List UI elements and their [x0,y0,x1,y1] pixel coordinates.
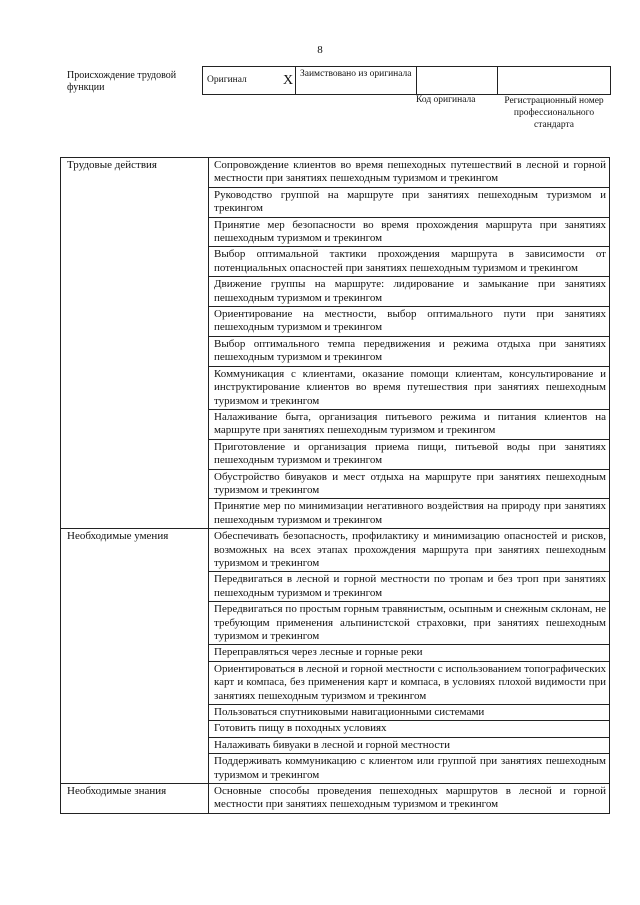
section-spacer [61,336,209,366]
section-item: Обеспечивать безопасность, профилактику и минимизацию опасностей и рисков, возможных на всех этапах прохождения маршрута при занятиях пешеходным туризмом и трекингом [209,529,610,572]
section-spacer [61,307,209,337]
table-row [61,499,610,529]
section-item: Руководство группой на маршруте при занятиях пешеходным туризмом и трекингом [209,187,610,217]
section-item: Готовить пищу в походных условиях [209,721,610,737]
section-item: Движение группы на маршруте: лидирование и замыкание при занятиях пешеходным туризмом и трекингом [209,277,610,307]
section-spacer [61,277,209,307]
origin-table [202,66,611,95]
section-item: Обустройство бивуаков и мест отдыха на маршруте при занятиях пешеходным туризмом и трекингом [209,469,610,499]
section-spacer [61,409,209,439]
table-row [61,439,610,469]
section-title: Необходимые умения [61,529,209,572]
section-spacer [61,366,209,409]
table-row [61,307,610,337]
section-item: Принятие мер безопасности во время прохождения маршрута при занятиях пешеходным туризмом и трекингом [209,217,610,247]
table-row [61,217,610,247]
table-row [61,737,610,753]
table-row [61,754,610,784]
table-row [61,409,610,439]
section-title: Необходимые знания [61,784,209,814]
table-row [61,247,610,277]
table-row [61,661,610,704]
original-cell: Оригинал [203,67,282,95]
code-cell [417,67,498,95]
section-item: Налаживание быта, организация питьевого режима и питания клиентов на маршруте при занятиях пешеходным туризмом и трекингом [209,409,610,439]
section-spacer [61,602,209,645]
section-item: Принятие мер по минимизации негативного воздействия на природу при занятиях пешеходным туризмом и трекингом [209,499,610,529]
section-item: Приготовление и организация приема пищи, питьевой воды при занятиях пешеходным туризмом и трекингом [209,439,610,469]
section-spacer [61,661,209,704]
section-item: Ориентирование на местности, выбор оптимального пути при занятиях пешеходным туризмом и трекингом [209,307,610,337]
section-item: Выбор оптимальной тактики прохождения маршрута в зависимости от потенциальных опасностей при занятиях пешеходным туризмом и трекингом [209,247,610,277]
section-spacer [61,247,209,277]
labor-function-table [60,157,610,814]
section-item: Поддерживать коммуникацию с клиентом или группой при занятиях пешеходным туризмом и трекингом [209,754,610,784]
table-row [61,602,610,645]
table-row [61,721,610,737]
section-spacer [61,737,209,753]
section-spacer [61,705,209,721]
table-row [61,187,610,217]
code-label: Код оригинала [416,95,476,105]
section-spacer [61,754,209,784]
section-item: Коммуникация с клиентами, оказание помощи клиентам, консультирование и инструктирование клиентов во время путешествия при занятиях пешеходным туризмом и трекингом [209,366,610,409]
section-item: Ориентироваться в лесной и горной местности с использованием топографических карт и компаса, без применения карт и компаса, в условиях плохой видимости при занятиях пешеходным туризмом и трекингом [209,661,610,704]
table-row [61,158,610,188]
section-item: Выбор оптимального темпа передвижения и режима отдыха при занятиях пешеходным туризмом и трекингом [209,336,610,366]
section-item: Налаживать бивуаки в лесной и горной местности [209,737,610,753]
table-row [61,645,610,661]
table-row [61,336,610,366]
section-spacer [61,499,209,529]
section-item: Сопровождение клиентов во время пешеходных путешествий в лесной и горной местности при занятиях пешеходным туризмом и трекингом [209,158,610,188]
table-row [61,572,610,602]
section-item: Передвигаться по простым горным травянистым, осыпным и снежным склонам, не требующим применения альпинистской страховки, при занятиях пешеходным туризмом и трекингом [209,602,610,645]
section-spacer [61,645,209,661]
section-item: Основные способы проведения пешеходных маршрутов в лесной и горной местности при занятиях пешеходным туризмом и трекингом [209,784,610,814]
section-spacer [61,721,209,737]
section-item: Пользоваться спутниковыми навигационными системами [209,705,610,721]
borrowed-cell: Заимствовано из оригинала [296,67,417,95]
table-row [61,529,610,572]
section-spacer [61,469,209,499]
reg-number-cell [498,67,611,95]
table-row [61,366,610,409]
section-title: Трудовые действия [61,158,209,188]
page-number: 8 [317,44,323,56]
section-item: Переправляться через лесные и горные реки [209,645,610,661]
table-row [61,277,610,307]
table-row [61,469,610,499]
section-spacer [61,217,209,247]
table-row [61,784,610,814]
section-item: Передвигаться в лесной и горной местности по тропам и без троп при занятиях пешеходным туризмом и трекингом [209,572,610,602]
section-spacer [61,439,209,469]
section-spacer [61,187,209,217]
reg-label: Регистрационный номер профессионального стандарта [504,96,604,130]
section-spacer [61,572,209,602]
origin-label: Происхождение трудовой функции [67,70,177,93]
original-mark: X [281,67,296,95]
table-row [61,705,610,721]
